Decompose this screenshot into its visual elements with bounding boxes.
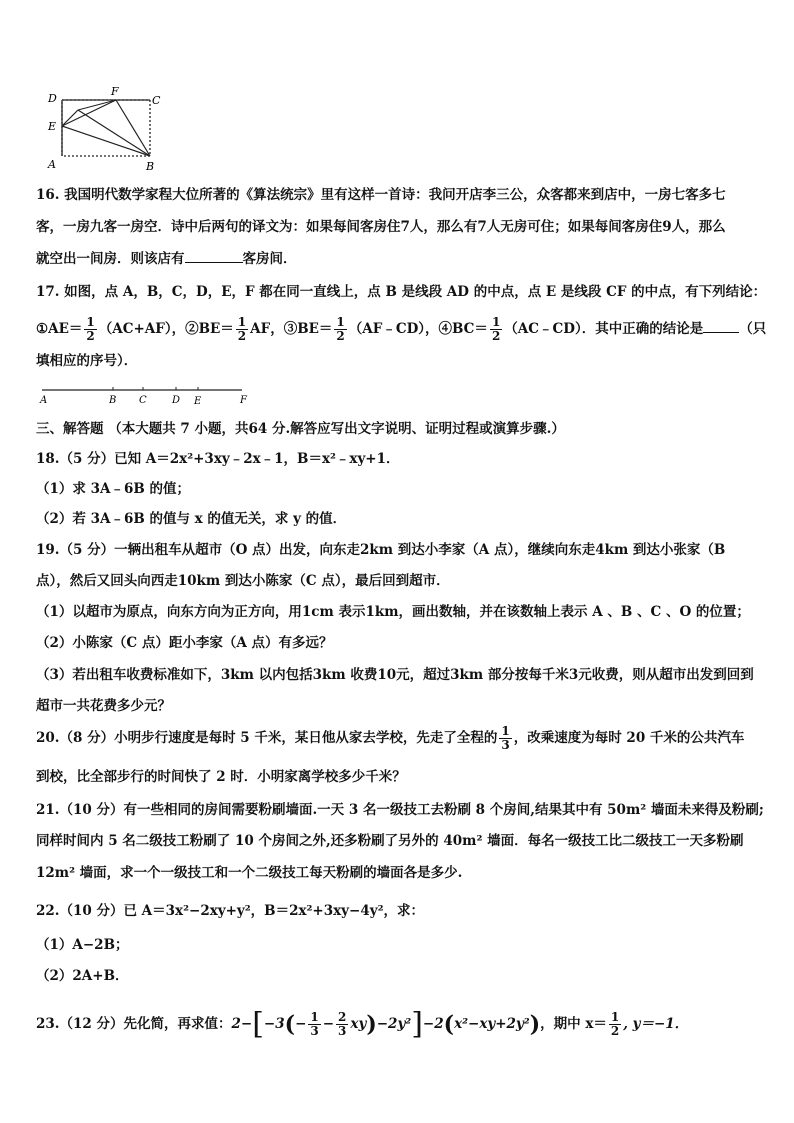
q19-part2: （2）小陈家（C 点）距小李家（A 点）有多远？ — [36, 635, 333, 651]
q21-line2: 同样时间内 5 名二级技工粉刷了 10 个房间之外,还多粉刷了另外的 40m² 墙面．每名一级技工比二级技工一天多粉刷 — [36, 833, 744, 849]
q17-label-f: F — [240, 395, 247, 406]
q22-part2: （2）2A+B． — [36, 968, 129, 984]
segment-fb — [116, 100, 150, 156]
q20-text-b: ，改乘速度为每时 20 千米的公共汽车 — [513, 730, 745, 746]
label-f: F — [111, 85, 119, 98]
q19-line2: 点），然后又回头向西走10km 到达小陈家（C 点），最后回到超市． — [36, 573, 450, 589]
label-b: B — [146, 160, 155, 173]
q20-text-a: 20.（8 分）小明步行速度是每时 5 千米，某日他从家去学校，先走了全程的 — [36, 730, 498, 746]
q17-line1: 17. 如图，点 A，B，C，D，E，F 都在同一直线上，点 B 是线段 AD 的中点，点 E 是线段 CF 的中点，有下列结论： — [36, 284, 767, 300]
q20-frac: $\frac{1}{3}$ — [501, 724, 510, 752]
q17-frac-2: $\frac{1}{2}$ — [237, 315, 247, 343]
q23-right-bracket: ] — [411, 1006, 423, 1042]
q17-c6-text: （只 — [739, 321, 767, 337]
q17-c4-text: （AF﹣CD），④BC＝ — [348, 321, 488, 337]
q17-c1-text: ①AE＝ — [36, 321, 83, 337]
q23-expr-i: , y＝−1． — [623, 1016, 689, 1032]
q23-left-paren-2: ( — [443, 1011, 455, 1038]
q23-expr-e: −2y² — [376, 1016, 412, 1032]
q23-expr-h: ，期中 x＝ — [540, 1016, 607, 1032]
q17-frac-1: $\frac{1}{2}$ — [86, 315, 95, 343]
q20-line2: 到校，比全部步行的时间快了 2 时．小明家离学校多少千米？ — [36, 769, 406, 785]
q20-line1 — [36, 720, 766, 756]
segment-fold-1 — [78, 110, 150, 156]
section3-heading: 三、解答题 （本大题共 7 小题，共64 分.解答应写出文字说明、证明过程或演算步骤.） — [36, 421, 565, 437]
q18-part1: （1）求 3A﹣6B 的值； — [36, 481, 190, 497]
label-a: A — [48, 158, 56, 171]
q17-answer-blank[interactable] — [703, 320, 739, 333]
segment-eb — [62, 126, 150, 156]
q22-stem: 22.（10 分）已 A＝3x²−2xy+y²，B＝2x²+3xy−4y²，求： — [36, 903, 424, 919]
q23-frac-1: $\frac{1}{3}$ — [310, 1010, 319, 1038]
q17-label-c: C — [139, 395, 147, 406]
label-c: C — [152, 94, 161, 107]
q23-right-paren-2: ) — [529, 1011, 541, 1038]
rectangle-fold-figure — [40, 84, 170, 174]
q19-part3-line2: 超市一共花费多少元？ — [36, 698, 171, 714]
segment-ef — [62, 100, 116, 126]
q17-frac-4: $\frac{1}{2}$ — [491, 315, 501, 343]
q22-part1: （1）A−2B； — [36, 937, 129, 953]
q23-expr-a: 2− — [231, 1016, 253, 1032]
q21-line1: 21.（10 分）有一些相同的房间需要粉刷墙面.一天 3 名一级技工去粉刷 8 个房间,结果其中有 50m² 墙面未来得及粉刷; — [36, 802, 764, 818]
q23-left-paren: ( — [284, 1011, 296, 1038]
q17-label-e: E — [194, 396, 202, 406]
q23-expr-d: xy — [350, 1016, 367, 1032]
q16-answer-blank[interactable] — [185, 250, 243, 263]
q17-label-a: A — [40, 395, 48, 406]
q23-prefix: 23.（12 分）先化简，再求值： — [36, 1016, 232, 1032]
q16-line1: 16. 我国明代数学家程大位所著的《算法统宗》里有这样一首诗：我问开店李三公，众客都来到店中，一房七客多七 — [36, 187, 726, 203]
q19-line1: 19.（5 分）一辆出租车从超市（O 点）出发，向东走2km 到达小李家（A 点），继续向东走4km 到达小张家（B — [36, 542, 726, 558]
q23-right-paren: ) — [366, 1011, 377, 1038]
q18-part2: （2）若 3A﹣6B 的值与 x 的值无关，求 y 的值． — [36, 511, 347, 527]
q21-line3: 12m² 墙面，求一个一级技工和一个二级技工每天粉刷的墙面各是多少. — [36, 865, 463, 881]
q23-expr-c: − — [295, 1016, 307, 1032]
q23-expr-f: −2 — [422, 1016, 444, 1032]
q17-conclusions — [36, 314, 766, 344]
label-e: E — [48, 120, 57, 133]
q23-frac-2: $\frac{2}{3}$ — [338, 1010, 347, 1038]
q17-label-b: B — [109, 395, 117, 406]
label-d: D — [48, 92, 57, 105]
q17-label-d: D — [172, 395, 181, 406]
q17-c5-text: （AC﹣CD）．其中正确的结论是 — [504, 321, 704, 337]
q23-frac-x: $\frac{1}{2}$ — [610, 1010, 620, 1038]
q19-part3-line1: （3）若出租车收费标准如下，3km 以内包括3km 收费10元，超过3km 部分按每千米3元收费，则从超市出发到回到 — [36, 667, 754, 683]
q23-left-bracket: [ — [252, 1006, 264, 1042]
q16-line3-end: 客房间． — [242, 251, 297, 267]
q16-line2: 客，一房九客一房空．诗中后两句的译文为：如果每间客房住7人，那么有7人无房可住；如果每间客房住9人，那么 — [36, 219, 726, 235]
q23-expr-g: x²−xy+2y² — [454, 1016, 530, 1032]
q19-part1: （1）以超市为原点，向东方向为正方向，用1cm 表示1km，画出数轴，并在该数轴上表示 A 、B 、C 、O 的位置； — [36, 604, 750, 620]
q17-frac-3: $\frac{1}{2}$ — [336, 315, 345, 343]
q17-c2-text: （AC+AF），②BE＝ — [98, 321, 234, 337]
q23-line: 23.（12 分）先化简，再求值：2−[−3(− $\frac{1}{3}$ − $\frac{2}{3}$ xy)−2y²]−2(x²−xy+2y²)，期中 x＝ $\frac{1}{2}$ , y＝−1． — [36, 1006, 689, 1042]
q17-number-line — [38, 384, 258, 406]
q17-c3-text: AF，③BE＝ — [250, 321, 333, 337]
q16-line3-text: 就空出一间房．则该店有 — [36, 251, 185, 267]
q16-line3 — [36, 250, 766, 268]
segment-fold-2 — [62, 110, 78, 126]
q17-line3: 填相应的序号）． — [36, 353, 138, 369]
q23-expr-b: −3 — [263, 1016, 285, 1032]
q18-stem: 18.（5 分）已知 A＝2x²+3xy﹣2x﹣1，B＝x²﹣xy+1． — [36, 451, 400, 467]
